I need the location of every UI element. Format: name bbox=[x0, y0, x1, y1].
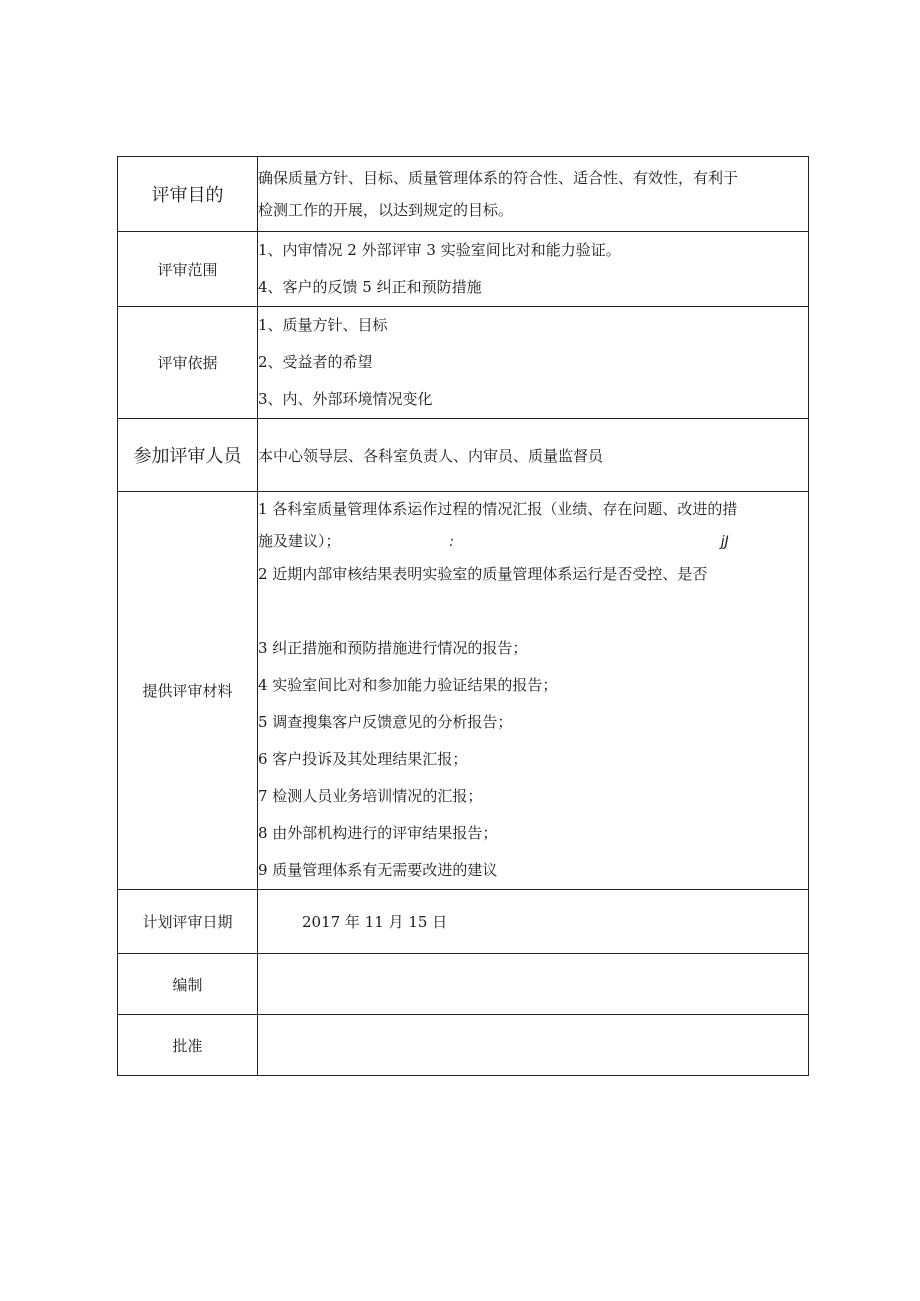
label-purpose: 评审目的 bbox=[118, 157, 258, 232]
value-compiled bbox=[258, 954, 809, 1015]
review-date: 2017 年 11 月 15 日 bbox=[302, 913, 448, 931]
materials-item: 4 实验室间比对和参加能力验证结果的报告； bbox=[258, 675, 558, 694]
basis-line-1: 1、质量方针、目标 bbox=[258, 316, 388, 334]
stray-mark-colon: : bbox=[449, 533, 455, 550]
stray-mark-jj: jJ bbox=[720, 533, 729, 550]
materials-item: 5 调查搜集客户反馈意见的分析报告； bbox=[258, 712, 513, 731]
row-scope bbox=[118, 232, 809, 307]
label-scope: 评审范围 bbox=[118, 232, 258, 307]
materials-line-1: 1 各科室质量管理体系运作过程的情况汇报（业绩、存在问题、改进的措 bbox=[258, 499, 738, 518]
value-approved bbox=[258, 1015, 809, 1076]
row-purpose bbox=[118, 157, 809, 232]
value-date bbox=[258, 890, 809, 954]
materials-item: 8 由外部机构进行的评审结果报告； bbox=[258, 823, 498, 842]
basis-line-3: 3、内、外部环境情况变化 bbox=[258, 390, 433, 408]
materials-line-2 bbox=[258, 525, 808, 558]
scope-line-1: 1、内审情况 2 外部评审 3 实验室间比对和能力验证。 bbox=[258, 241, 621, 259]
label-participants: 参加评审人员 bbox=[118, 419, 258, 492]
value-basis bbox=[258, 307, 809, 419]
purpose-line-1: 确保质量方针、目标、质量管理体系的符合性、适合性、有效性，有利于 bbox=[258, 169, 739, 187]
review-plan-table bbox=[117, 156, 809, 1076]
materials-item: 3 纠正措施和预防措施进行情况的报告； bbox=[258, 638, 528, 657]
label-approved: 批准 bbox=[118, 1015, 258, 1076]
materials-item: 6 客户投诉及其处理结果汇报； bbox=[258, 749, 468, 768]
materials-line-2-text: 施及建议）； bbox=[258, 531, 341, 550]
materials-item: 7 检测人员业务培训情况的汇报； bbox=[258, 786, 483, 805]
materials-item: 9 质量管理体系有无需要改进的建议 bbox=[258, 860, 498, 879]
row-materials bbox=[118, 492, 809, 890]
row-approved bbox=[118, 1015, 809, 1076]
value-purpose bbox=[258, 157, 809, 232]
materials-line-3: 2 近期内部审核结果表明实验室的质量管理体系运行是否受控、是否 bbox=[258, 564, 708, 583]
row-participants bbox=[118, 419, 809, 492]
basis-line-2: 2、受益者的希望 bbox=[258, 353, 373, 371]
label-date: 计划评审日期 bbox=[118, 890, 258, 954]
purpose-line-2: 检测工作的开展，以达到规定的目标。 bbox=[258, 201, 514, 219]
value-scope bbox=[258, 232, 809, 307]
label-compiled: 编制 bbox=[118, 954, 258, 1015]
scope-line-2: 4、客户的反馈 5 纠正和预防措施 bbox=[258, 278, 482, 296]
label-materials: 提供评审材料 bbox=[118, 492, 258, 890]
label-basis: 评审依据 bbox=[118, 307, 258, 419]
row-compiled bbox=[118, 954, 809, 1015]
row-date bbox=[118, 890, 809, 954]
value-participants: 本中心领导层、各科室负责人、内审员、质量监督员 bbox=[258, 419, 809, 492]
value-materials bbox=[258, 492, 809, 890]
row-basis bbox=[118, 307, 809, 419]
materials-gap bbox=[258, 590, 808, 630]
